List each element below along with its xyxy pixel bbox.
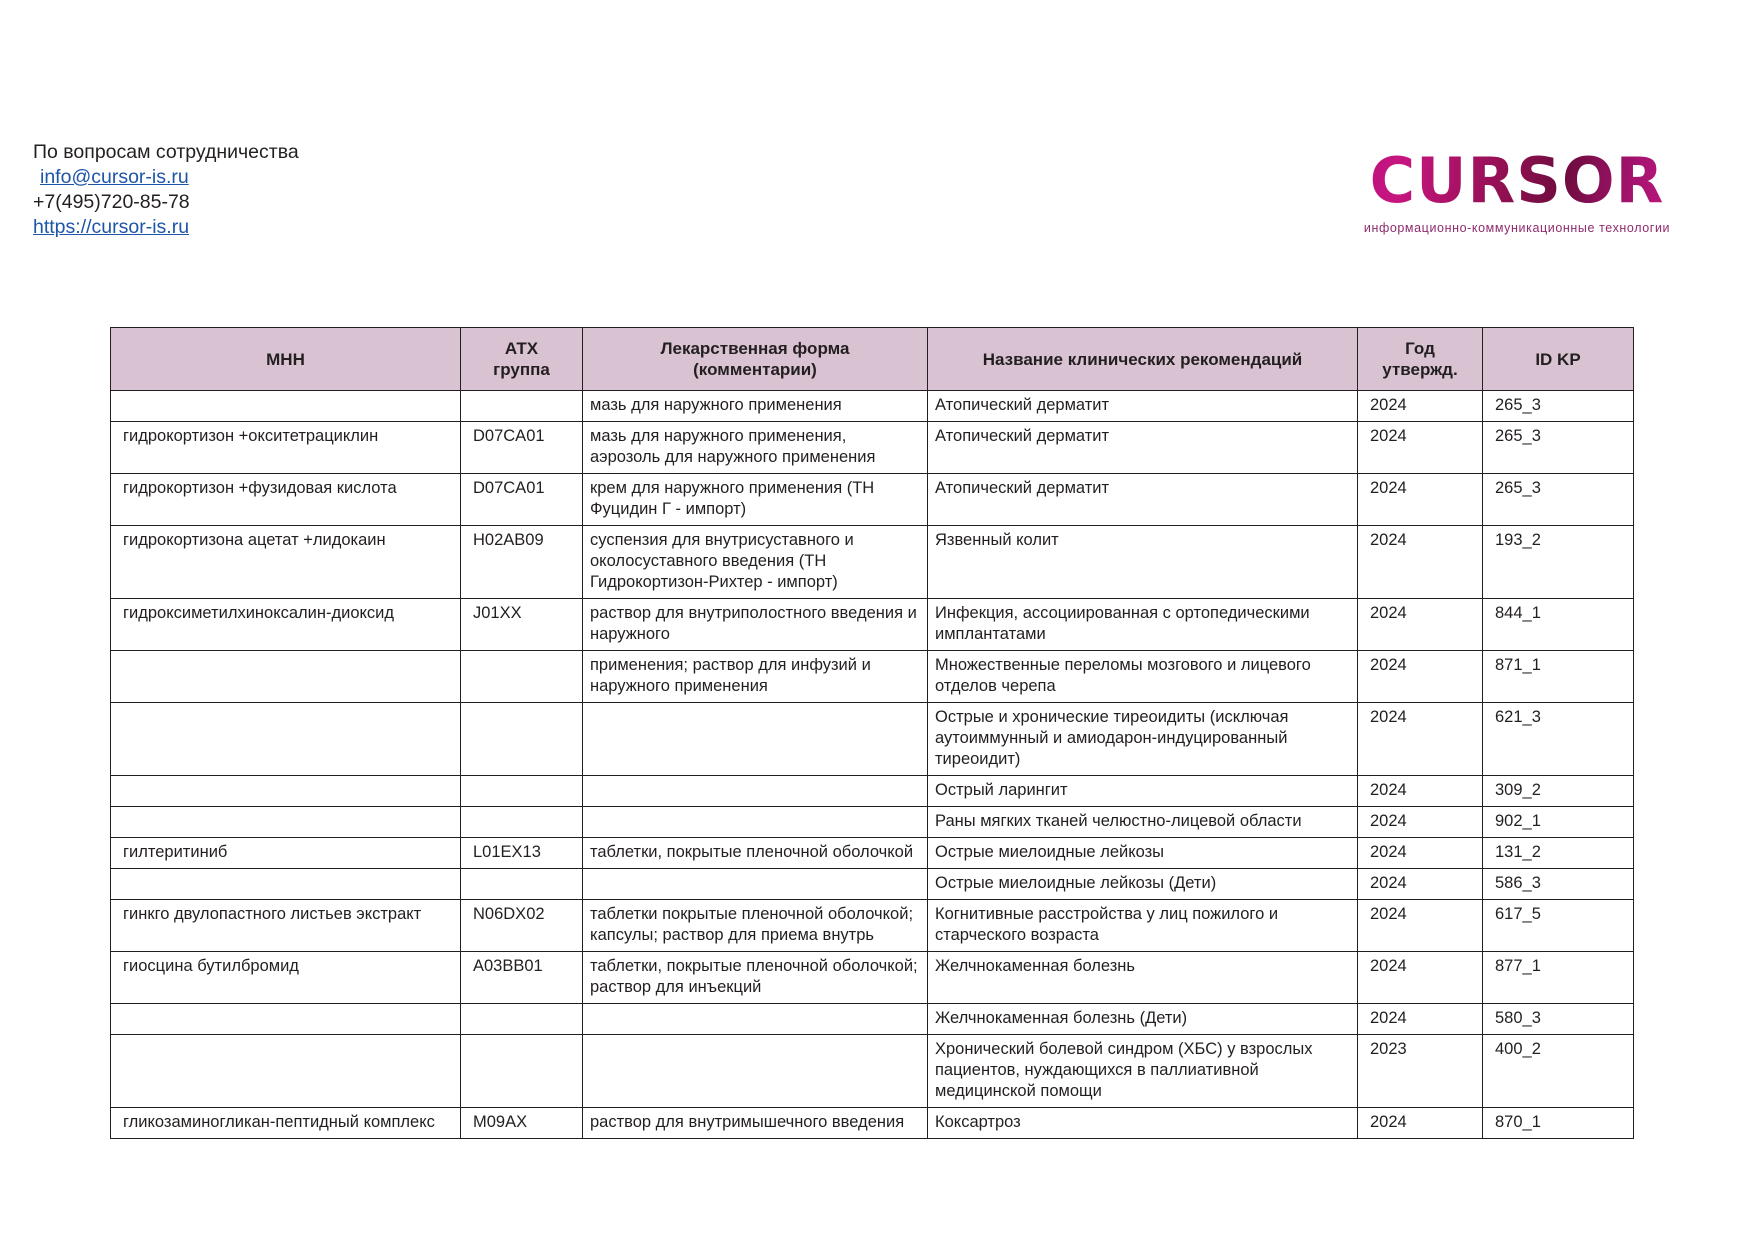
table-row bbox=[111, 1035, 1634, 1108]
cell-mnn bbox=[111, 776, 461, 807]
column-header-form-line1: Лекарственная форма bbox=[660, 339, 850, 358]
cell-idkp: 621_3 bbox=[1483, 703, 1634, 776]
cell-form bbox=[583, 1035, 928, 1108]
logo-wordmark: CURSOR bbox=[1327, 150, 1707, 212]
cell-form: применения; раствор для инфузий и наружного применения bbox=[583, 651, 928, 703]
table-row bbox=[111, 526, 1634, 599]
cell-year: 2024 bbox=[1358, 869, 1483, 900]
cell-recommendation: Острые миелоидные лейкозы (Дети) bbox=[928, 869, 1358, 900]
cell-form: раствор для внутримышечного введения bbox=[583, 1108, 928, 1139]
cell-atx bbox=[461, 807, 583, 838]
cell-mnn: гиосцина бутилбромид bbox=[111, 952, 461, 1004]
cell-recommendation: Раны мягких тканей челюстно-лицевой области bbox=[928, 807, 1358, 838]
cell-recommendation: Хронический болевой синдром (ХБС) у взрослых пациентов, нуждающихся в паллиативной медицинской помощи bbox=[928, 1035, 1358, 1108]
cell-atx bbox=[461, 776, 583, 807]
cell-year: 2024 bbox=[1358, 422, 1483, 474]
cell-atx: D07CA01 bbox=[461, 474, 583, 526]
cell-atx: J01XX bbox=[461, 599, 583, 651]
cell-atx bbox=[461, 869, 583, 900]
cell-atx bbox=[461, 1004, 583, 1035]
cell-mnn: гилтеритиниб bbox=[111, 838, 461, 869]
column-header-form bbox=[583, 328, 928, 391]
column-header-atx-line2: группа bbox=[493, 360, 550, 379]
cell-year: 2024 bbox=[1358, 1004, 1483, 1035]
cell-recommendation: Желчнокаменная болезнь bbox=[928, 952, 1358, 1004]
cell-atx bbox=[461, 1035, 583, 1108]
column-header-idkp: ID KP bbox=[1483, 328, 1634, 391]
cell-recommendation: Коксартроз bbox=[928, 1108, 1358, 1139]
cell-recommendation: Атопический дерматит bbox=[928, 422, 1358, 474]
cell-idkp: 877_1 bbox=[1483, 952, 1634, 1004]
column-header-atx bbox=[461, 328, 583, 391]
cell-form: раствор для внутриполостного введения и наружного bbox=[583, 599, 928, 651]
table-body bbox=[111, 391, 1634, 1139]
table-row bbox=[111, 952, 1634, 1004]
table-header-row bbox=[111, 328, 1634, 391]
table-row bbox=[111, 869, 1634, 900]
cell-atx bbox=[461, 391, 583, 422]
cell-mnn bbox=[111, 869, 461, 900]
cell-mnn bbox=[111, 1004, 461, 1035]
cell-idkp: 902_1 bbox=[1483, 807, 1634, 838]
table-row bbox=[111, 776, 1634, 807]
cell-atx: D07CA01 bbox=[461, 422, 583, 474]
cell-idkp: 870_1 bbox=[1483, 1108, 1634, 1139]
phone-number: +7(495)720-85-78 bbox=[33, 191, 190, 213]
cell-recommendation: Острые и хронические тиреоидиты (исключая аутоиммунный и амиодарон-индуцированный тиреоидит) bbox=[928, 703, 1358, 776]
cell-recommendation: Атопический дерматит bbox=[928, 474, 1358, 526]
cell-atx: L01EX13 bbox=[461, 838, 583, 869]
table-row bbox=[111, 838, 1634, 869]
cell-form: таблетки покрытые пленочной оболочкой; капсулы; раствор для приема внутрь bbox=[583, 900, 928, 952]
table-row bbox=[111, 391, 1634, 422]
cell-recommendation: Когнитивные расстройства у лиц пожилого и старческого возраста bbox=[928, 900, 1358, 952]
column-header-year-line2: утвержд. bbox=[1382, 360, 1458, 379]
cell-mnn bbox=[111, 391, 461, 422]
cell-atx: H02AB09 bbox=[461, 526, 583, 599]
cell-idkp: 844_1 bbox=[1483, 599, 1634, 651]
cell-idkp: 580_3 bbox=[1483, 1004, 1634, 1035]
cell-year: 2024 bbox=[1358, 703, 1483, 776]
cell-idkp: 617_5 bbox=[1483, 900, 1634, 952]
cell-year: 2024 bbox=[1358, 391, 1483, 422]
website-link[interactable]: https://cursor-is.ru bbox=[33, 216, 190, 238]
cell-idkp: 400_2 bbox=[1483, 1035, 1634, 1108]
cell-idkp: 265_3 bbox=[1483, 422, 1634, 474]
cell-form bbox=[583, 1004, 928, 1035]
table-row bbox=[111, 703, 1634, 776]
table-row bbox=[111, 422, 1634, 474]
cell-idkp: 309_2 bbox=[1483, 776, 1634, 807]
contact-intro: По вопросам сотрудничества bbox=[33, 141, 299, 163]
cell-mnn: гидроксиметилхиноксалин-диоксид bbox=[111, 599, 461, 651]
cell-form: таблетки, покрытые пленочной оболочкой bbox=[583, 838, 928, 869]
cell-idkp: 193_2 bbox=[1483, 526, 1634, 599]
cell-year: 2024 bbox=[1358, 807, 1483, 838]
cell-year: 2024 bbox=[1358, 900, 1483, 952]
column-header-recommendation: Название клинических рекомендаций bbox=[928, 328, 1358, 391]
cell-mnn bbox=[111, 703, 461, 776]
cell-recommendation: Атопический дерматит bbox=[928, 391, 1358, 422]
cell-recommendation: Острый ларингит bbox=[928, 776, 1358, 807]
cell-form bbox=[583, 807, 928, 838]
cell-mnn: гидрокортизона ацетат +лидокаин bbox=[111, 526, 461, 599]
cell-mnn: гидрокортизон +окситетрациклин bbox=[111, 422, 461, 474]
cell-recommendation: Язвенный колит bbox=[928, 526, 1358, 599]
cell-year: 2024 bbox=[1358, 952, 1483, 1004]
cell-idkp: 265_3 bbox=[1483, 391, 1634, 422]
column-header-year-line1: Год bbox=[1405, 339, 1435, 358]
cell-mnn: гинкго двулопастного листьев экстракт bbox=[111, 900, 461, 952]
cell-form bbox=[583, 703, 928, 776]
cell-year: 2024 bbox=[1358, 651, 1483, 703]
cell-mnn bbox=[111, 1035, 461, 1108]
cell-form: суспензия для внутрисуставного и околосуставного введения (ТН Гидрокортизон-Рихтер - импорт) bbox=[583, 526, 928, 599]
cell-form bbox=[583, 776, 928, 807]
email-link[interactable]: info@cursor-is.ru bbox=[40, 166, 189, 188]
cell-atx: M09AX bbox=[461, 1108, 583, 1139]
cell-recommendation: Инфекция, ассоциированная с ортопедическими имплантатами bbox=[928, 599, 1358, 651]
cell-atx: A03BB01 bbox=[461, 952, 583, 1004]
logo-tagline: информационно-коммуникационные технологии bbox=[1363, 221, 1671, 235]
column-header-atx-line1: АТХ bbox=[504, 339, 539, 358]
document-header bbox=[0, 0, 1755, 290]
cell-recommendation: Желчнокаменная болезнь (Дети) bbox=[928, 1004, 1358, 1035]
table-row bbox=[111, 900, 1634, 952]
cell-form: мазь для наружного применения bbox=[583, 391, 928, 422]
cell-atx: N06DX02 bbox=[461, 900, 583, 952]
column-header-mnn: МНН bbox=[111, 328, 461, 391]
cell-mnn: гидрокортизон +фузидовая кислота bbox=[111, 474, 461, 526]
cell-idkp: 871_1 bbox=[1483, 651, 1634, 703]
table-row bbox=[111, 599, 1634, 651]
column-header-form-line2: (комментарии) bbox=[693, 360, 817, 379]
cell-form bbox=[583, 869, 928, 900]
cell-year: 2024 bbox=[1358, 599, 1483, 651]
cell-idkp: 265_3 bbox=[1483, 474, 1634, 526]
table-row bbox=[111, 1004, 1634, 1035]
cell-form: крем для наружного применения (ТН Фуцидин Г - импорт) bbox=[583, 474, 928, 526]
cell-year: 2024 bbox=[1358, 838, 1483, 869]
cell-mnn bbox=[111, 651, 461, 703]
cell-recommendation: Острые миелоидные лейкозы bbox=[928, 838, 1358, 869]
cell-recommendation: Множественные переломы мозгового и лицевого отделов черепа bbox=[928, 651, 1358, 703]
data-table bbox=[110, 327, 1634, 1139]
column-header-year bbox=[1358, 328, 1483, 391]
contact-block bbox=[33, 140, 299, 240]
cell-atx bbox=[461, 703, 583, 776]
drug-recommendations-table bbox=[110, 327, 1633, 1139]
cell-mnn: гликозаминогликан-пептидный комплекс bbox=[111, 1108, 461, 1139]
cell-mnn bbox=[111, 807, 461, 838]
cell-year: 2023 bbox=[1358, 1035, 1483, 1108]
cell-year: 2024 bbox=[1358, 526, 1483, 599]
cell-atx bbox=[461, 651, 583, 703]
cell-year: 2024 bbox=[1358, 474, 1483, 526]
cell-form: таблетки, покрытые пленочной оболочкой; раствор для инъекций bbox=[583, 952, 928, 1004]
cell-idkp: 131_2 bbox=[1483, 838, 1634, 869]
cell-year: 2024 bbox=[1358, 776, 1483, 807]
cursor-logo bbox=[1327, 144, 1707, 235]
table-row bbox=[111, 474, 1634, 526]
table-row bbox=[111, 807, 1634, 838]
cell-idkp: 586_3 bbox=[1483, 869, 1634, 900]
table-row bbox=[111, 651, 1634, 703]
cell-form: мазь для наружного применения, аэрозоль для наружного применения bbox=[583, 422, 928, 474]
table-row bbox=[111, 1108, 1634, 1139]
cell-year: 2024 bbox=[1358, 1108, 1483, 1139]
